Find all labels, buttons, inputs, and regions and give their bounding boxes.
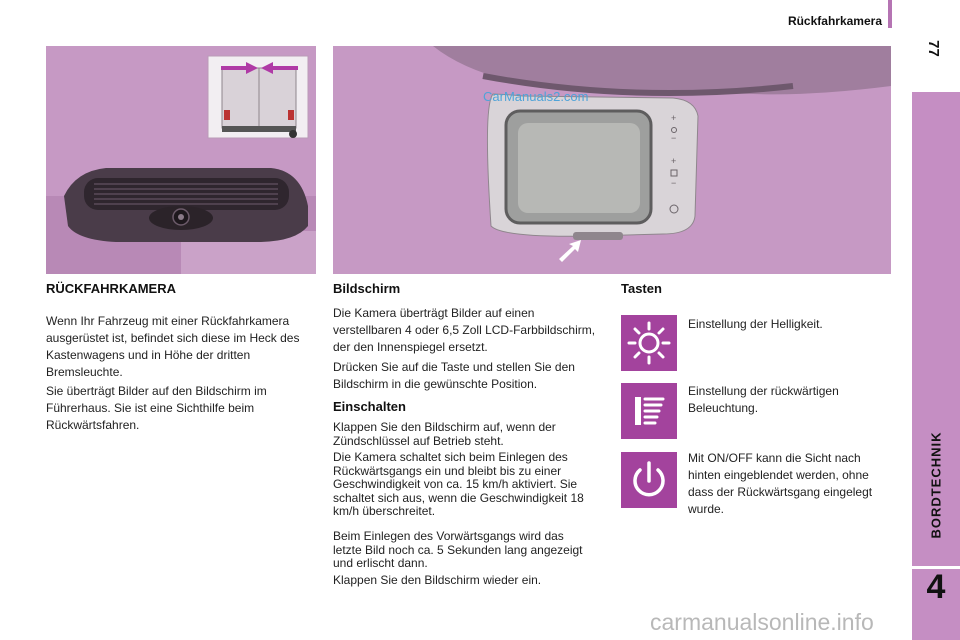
svg-text:+: + <box>671 113 677 123</box>
header-accent-bar <box>888 0 892 28</box>
brightness-key <box>621 315 677 371</box>
power-key-text: Mit ON/OFF kann die Sicht nach hinten eingeblendet werden, ohne dass der Rückwärtsgang eingelegt wurde. <box>688 451 873 516</box>
einschalten-paragraph-3: Beim Einlegen des Vorwärtsgangs wird das letzte Bild noch ca. 5 Sekunden lang angezeigt und erlischt dann. <box>333 529 583 570</box>
svg-text:−: − <box>671 133 677 143</box>
backlight-icon <box>621 383 677 439</box>
power-key <box>621 452 677 508</box>
footer-watermark: carmanualsonline.info <box>650 609 874 635</box>
chapter-label <box>918 420 954 550</box>
brightness-key-text: Einstellung der Helligkeit. <box>688 317 823 331</box>
bildschirm-paragraph-1: Die Kamera überträgt Bilder auf einen verstellbaren 4 oder 6,5 Zoll LCD-Farbbildschirm, der den Innenspiegel ersetzt. <box>333 306 596 354</box>
section-heading-rueckfahrkamera: RÜCKFAHRKAMERA <box>46 281 176 296</box>
header-title: Rückfahrkamera <box>787 14 882 28</box>
svg-text:+: + <box>671 156 677 166</box>
chapter-number: 4 <box>926 568 946 606</box>
backlight-key-text: Einstellung der rückwärtigen Beleuchtung. <box>688 384 839 415</box>
section-heading-einschalten: Einschalten <box>333 399 406 414</box>
camera-housing-illustration <box>46 46 316 274</box>
chapter-tab <box>912 92 960 640</box>
power-icon <box>621 452 677 508</box>
einschalten-paragraph-1: Klappen Sie den Bildschirm auf, wenn der Zündschlüssel auf Betrieb steht. <box>333 420 556 448</box>
section-heading-bildschirm: Bildschirm <box>333 281 401 296</box>
camera-location-figure <box>46 46 316 274</box>
section-heading-tasten: Tasten <box>621 281 662 296</box>
bildschirm-paragraph-2: Drücken Sie auf die Taste und stellen Sie den Bildschirm in die gewünschte Position. <box>333 360 575 391</box>
screen-figure <box>333 46 891 274</box>
figure-watermark: CarManuals2.com <box>483 89 589 104</box>
svg-text:−: − <box>671 178 677 188</box>
einschalten-paragraph-4: Klappen Sie den Bildschirm wieder ein. <box>333 573 542 587</box>
einschalten-paragraph-2: Die Kamera schaltet sich beim Einlegen des Rückwärtsgangs ein und bleibt bis zu einer Geschwindigkeit von ca. 15 km/h aktiviert. Sie schaltet sich aus, wenn die Geschwindigkeit 18 km/h überschreitet. <box>333 450 584 518</box>
description-paragraph: Sie überträgt Bilder auf den Bildschirm im Führerhaus. Sie ist eine Sichthilfe beim Rückwärtsfahren. <box>46 384 267 432</box>
intro-paragraph: Wenn Ihr Fahrzeug mit einer Rückfahrkamera ausgerüstet ist, befindet sich diese im Heck des Kastenwagens und in Höhe der dritten Bremsleuchte. <box>46 314 300 379</box>
brightness-icon <box>621 315 677 371</box>
chapter-label-text: BORDTECHNIK <box>928 431 944 539</box>
backlight-key <box>621 383 677 439</box>
screen-illustration <box>333 46 891 274</box>
page-number: 77 <box>925 40 943 57</box>
